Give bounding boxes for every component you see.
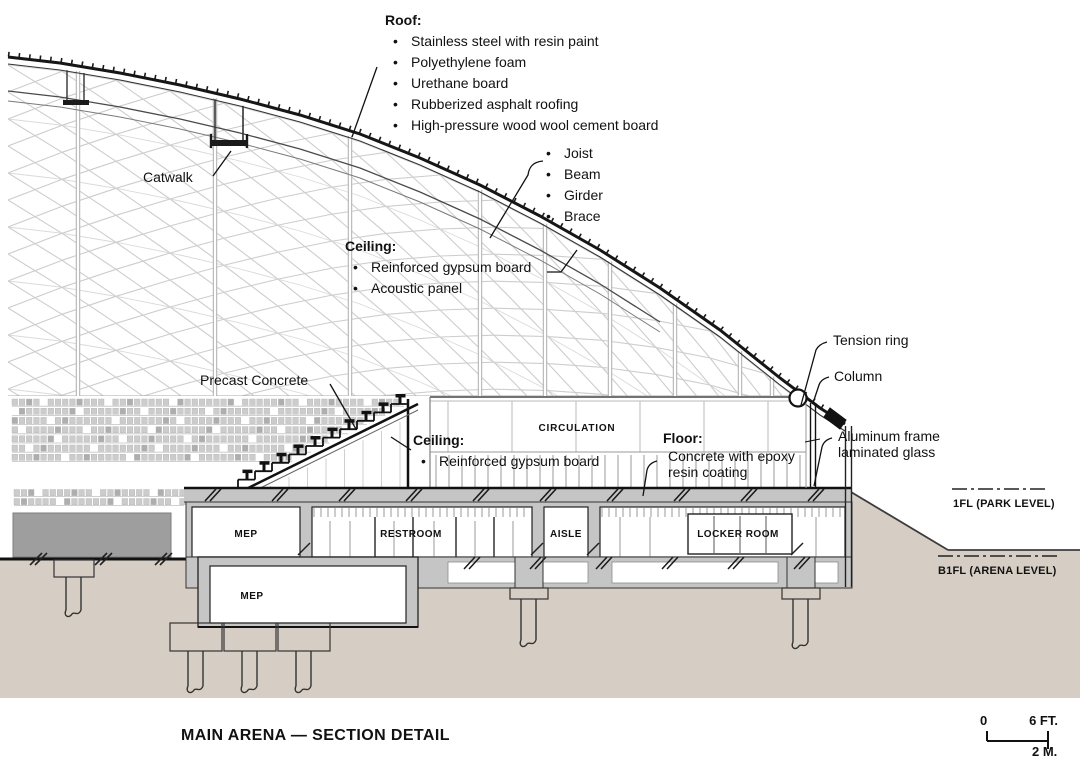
ceiling-upper-heading: Ceiling: (345, 238, 397, 254)
label-column: Column (834, 368, 883, 384)
roof-item: • Rubberized asphalt roofing (385, 94, 658, 115)
drawing-title: MAIN ARENA — SECTION DETAIL (181, 727, 450, 744)
label-precast-concrete: Precast Concrete (200, 372, 309, 388)
roof-item: • Polyethylene foam (385, 52, 658, 73)
room-label-restroom: RESTROOM (380, 529, 442, 540)
room-label-locker-room: LOCKER ROOM (697, 529, 779, 540)
frame-item: • Brace (538, 206, 603, 227)
label-circulation: CIRCULATION (538, 423, 616, 434)
label-floor (663, 428, 796, 480)
catwalk-structure (63, 70, 247, 148)
label-frame-members (538, 143, 603, 227)
floor-note: Concrete with epoxy resin coating (668, 448, 795, 480)
roof-item: • Stainless steel with resin paint (385, 31, 658, 52)
ceiling-upper-item: • Reinforced gypsum board (345, 257, 531, 278)
label-catwalk: Catwalk (143, 169, 193, 185)
floor-slab (184, 488, 852, 502)
label-roof (385, 10, 658, 136)
ceiling-lower-heading: Ceiling: (413, 432, 465, 448)
room-label-mep: MEP (234, 529, 258, 540)
frame-item: • Girder (538, 185, 603, 206)
roof-item: • Urethane board (385, 73, 658, 94)
ceiling-upper-item: • Acoustic panel (345, 278, 531, 299)
frame-item: • Beam (538, 164, 603, 185)
room-label-mep-lower: MEP (240, 591, 264, 602)
label-level-b1fl: B1FL (ARENA LEVEL) (938, 565, 1057, 577)
label-ceiling-upper (345, 236, 531, 299)
label-level-1fl: 1FL (PARK LEVEL) (953, 498, 1055, 510)
label-aluminum-frame: Aluminum frame laminated glass (838, 428, 940, 460)
ceiling-lower-item: • Reinforced gypsum board (413, 451, 599, 472)
scalebar-zero: 0 (980, 713, 988, 728)
scalebar-metric: 2 M. (1032, 744, 1058, 759)
scalebar-imperial: 6 FT. (1029, 713, 1058, 728)
frame-item: • Joist (538, 143, 603, 164)
floor-heading: Floor: (663, 430, 703, 446)
roof-item: • High-pressure wood wool cement board (385, 115, 658, 136)
roof-heading: Roof: (385, 12, 422, 28)
label-tension-ring: Tension ring (833, 332, 909, 348)
room-label-aisle: AISLE (550, 529, 582, 540)
